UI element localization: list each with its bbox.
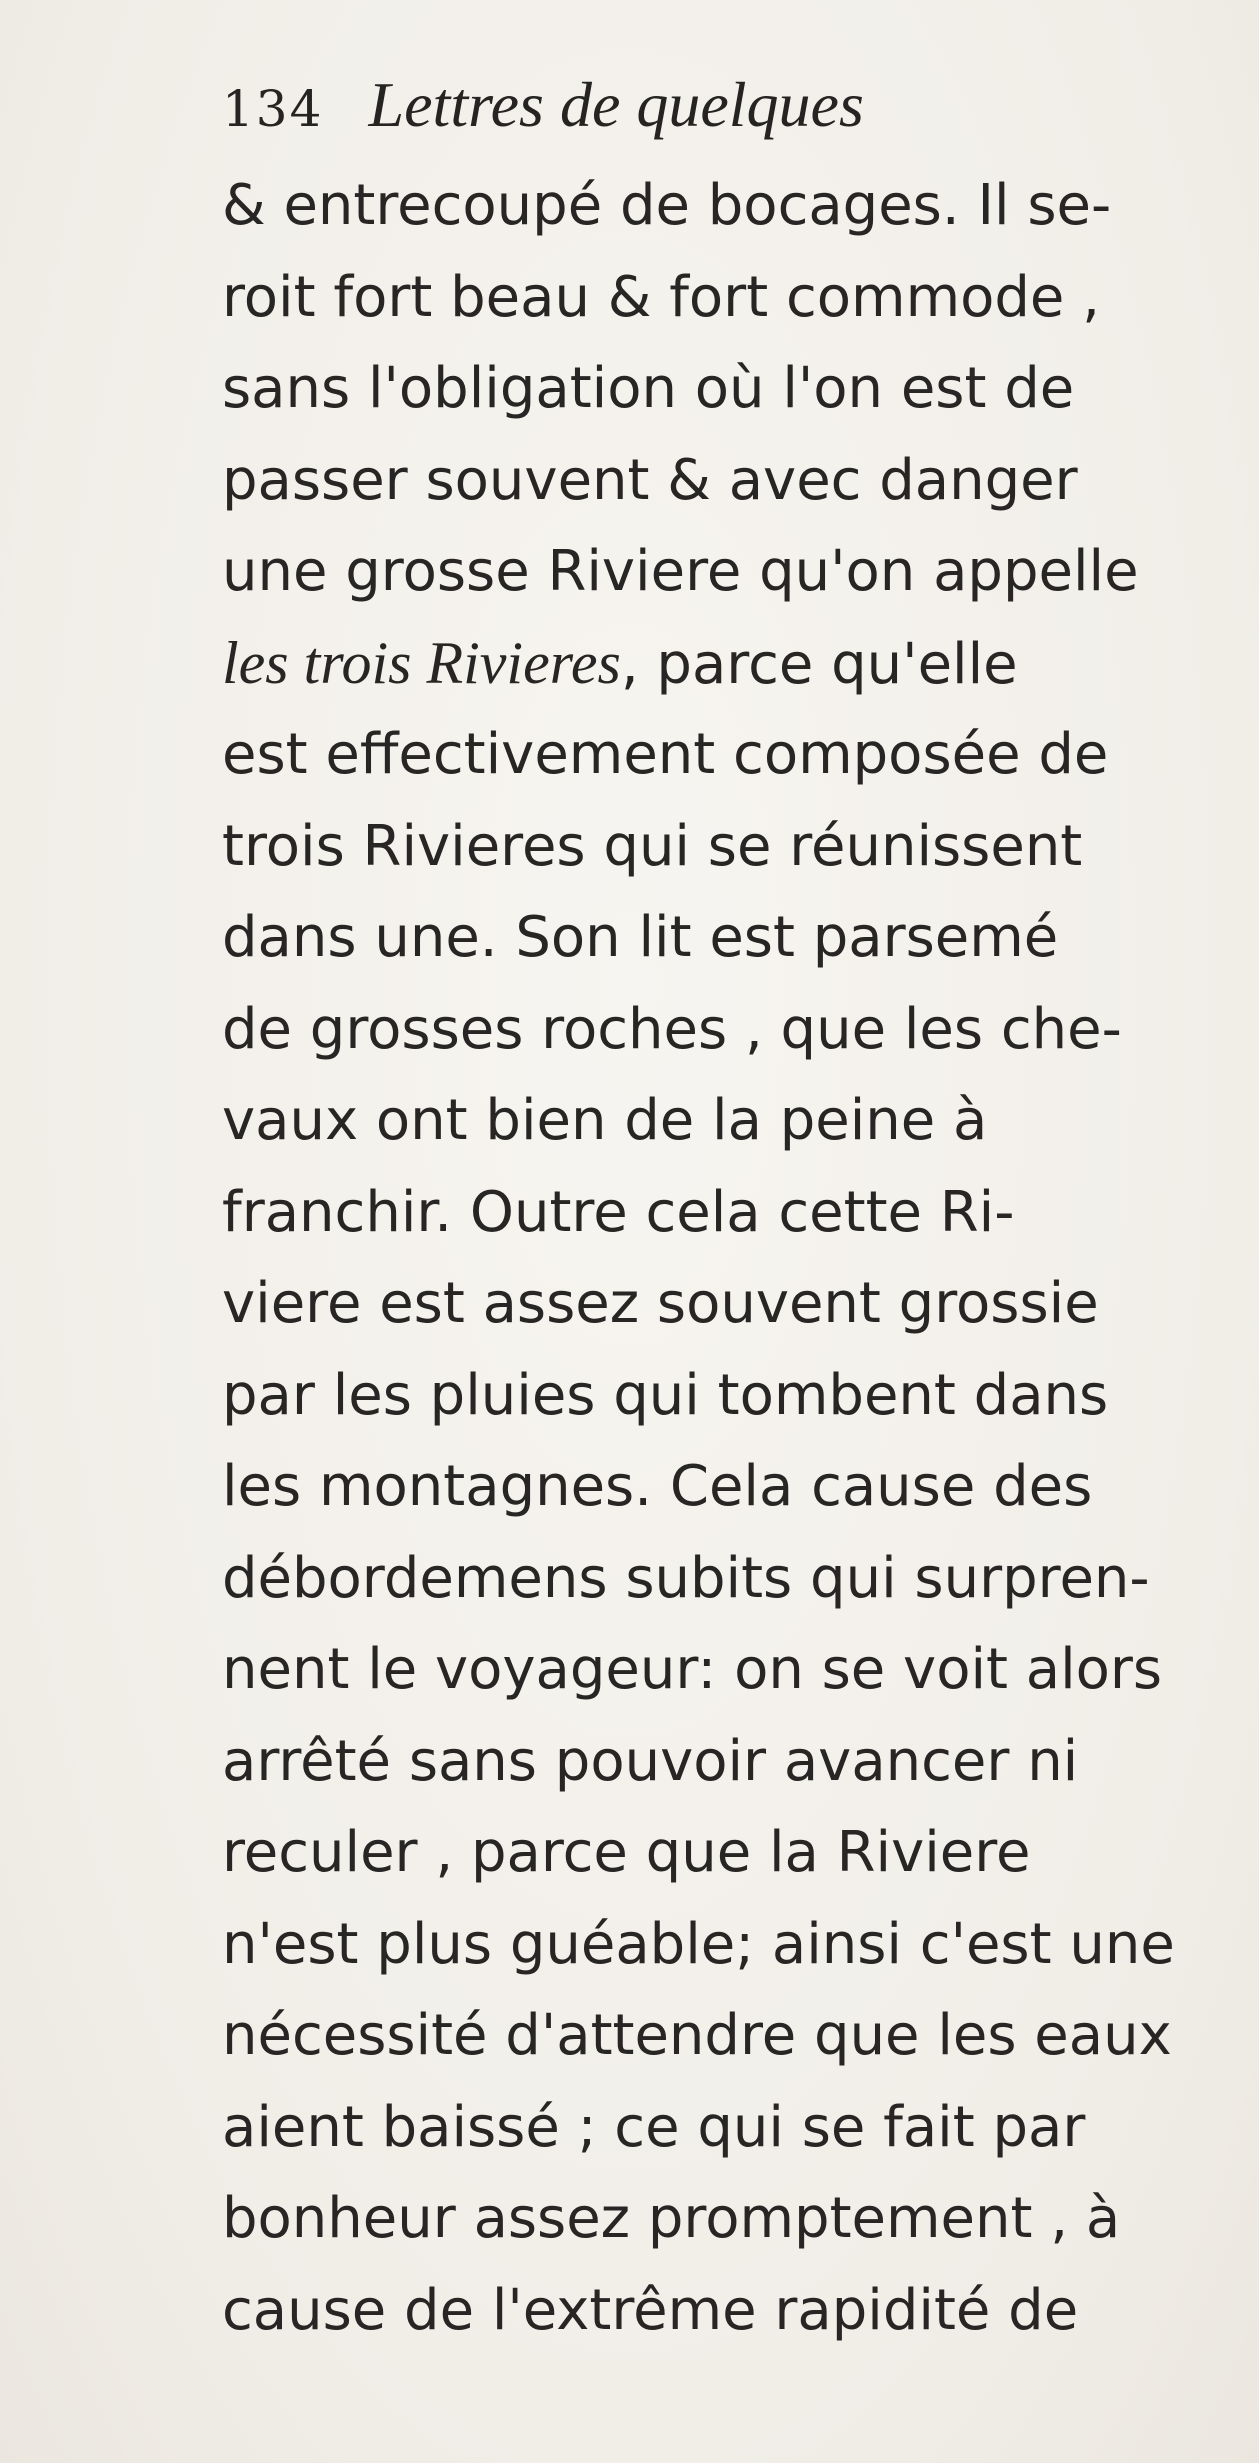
page-header <box>222 68 864 158</box>
text-line: n'est plus guéable; ainsi c'est une <box>222 1911 1175 1977</box>
text-line: nent le voyageur: on se voit alors <box>222 1637 1163 1702</box>
text-line: est effectivement composée de <box>222 722 1109 787</box>
text-line: trois Rivieres qui se réunissent <box>222 813 1083 879</box>
text-line: une grosse Riviere qu'on appelle <box>222 539 1139 604</box>
text-line-rest: , parce qu'elle <box>620 631 1018 697</box>
text-line: arrêté sans pouvoir avancer ni <box>222 1728 1079 1794</box>
italic-place-name: les trois Rivieres <box>222 629 621 696</box>
text-line: dans une. Son lit est parsemé <box>222 905 1059 970</box>
text-line: & entrecoupé de bocages. Il se- <box>222 173 1112 238</box>
text-line: bonheur assez promptement , à <box>222 2186 1121 2251</box>
text-line <box>222 618 1182 710</box>
text-line: les montagnes. Cela cause des <box>222 1454 1093 1519</box>
text-line: par les pluies qui tombent dans <box>222 1362 1109 1428</box>
text-line: reculer , parce que la Riviere <box>222 1820 1031 1885</box>
running-title: Lettres de quelques <box>368 69 864 140</box>
text-line: franchir. Outre cela cette Ri- <box>222 1179 1015 1245</box>
body-text <box>222 160 1182 2356</box>
text-line: viere est assez souvent grossie <box>222 1271 1099 1336</box>
text-line: aient baissé ; ce qui se fait par <box>222 2094 1086 2160</box>
text-line: vaux ont bien de la peine à <box>222 1088 988 1153</box>
page-number: 134 <box>222 80 324 138</box>
text-line: débordemens subits qui surpren- <box>222 1545 1150 1611</box>
text-line: sans l'obligation où l'on est de <box>222 356 1075 421</box>
text-line: roit fort beau & fort commode , <box>222 264 1100 330</box>
text-line: passer souvent & avec danger <box>222 447 1078 513</box>
text-line: nécessité d'attendre que les eaux <box>222 2003 1172 2068</box>
text-line: de grosses roches , que les che- <box>222 996 1122 1062</box>
text-line: cause de l'extrême rapidité de <box>222 2277 1079 2343</box>
